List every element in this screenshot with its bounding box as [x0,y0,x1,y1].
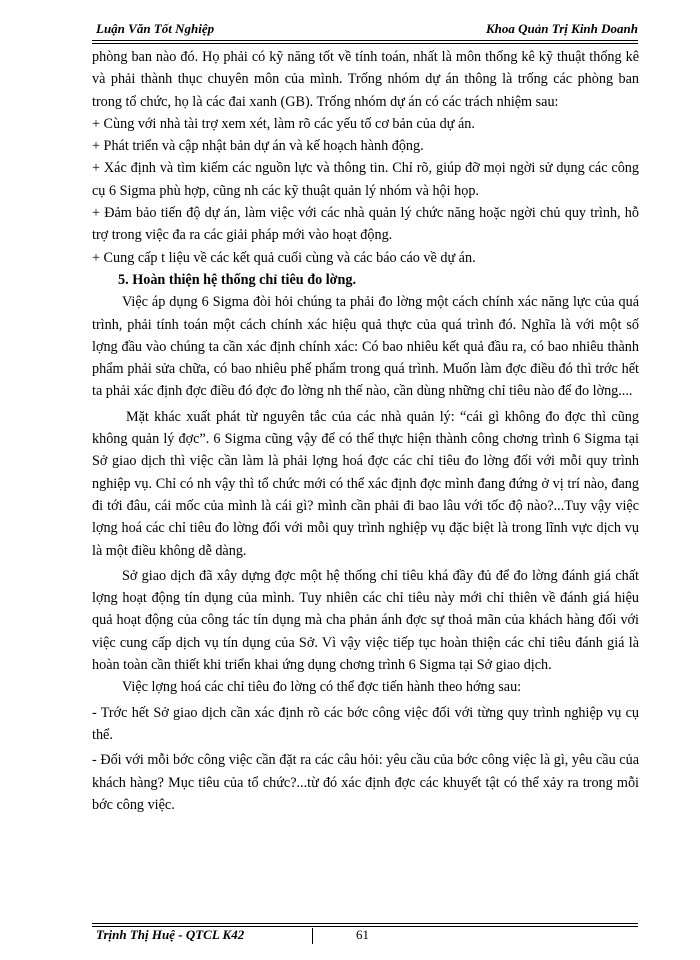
paragraph: Việc lợng hoá các chỉ tiêu đo lờng có thể đợc tiến hành theo hớng sau: [122,679,522,696]
list-item: + Cùng với nhà tài trợ xem xét, làm rõ các yếu tố cơ bản của dự án. [92,115,475,132]
header-thesis-title: Luận Văn Tốt Nghiệp [96,21,215,36]
list-item: + Đảm bảo tiến độ dự án, làm việc với các nhà quản lý chức năng hoặc ngời chủ quy trình, hỗ trợ trong việc đa ra các giải pháp mới vào hoạt động. [92,205,639,244]
page-footer [92,926,638,944]
section-heading: 5. Hoàn thiện hệ thống chỉ tiêu đo lờng. [118,271,357,288]
body-text [92,46,639,816]
header-faculty: Khoa Quản Trị Kinh Doanh [486,21,638,36]
page-number: 61 [356,927,369,942]
footer-author: Trịnh Thị Huệ - QTCL K42 [96,927,245,942]
list-item: + Cung cấp t liệu về các kết quả cuối cùng và các báo cáo về dự án. [92,249,476,266]
footer-divider [312,928,314,944]
paragraph-team-leader: phòng ban nào đó. Họ phải có kỹ năng tốt về tính toán, nhất là môn thống kê kỹ thuật thống kê và phải thành thục chuyên môn của mình. Trống nhóm dự án thông là trống các phòng ban trong tổ chức, họ là các đai xanh (GB). Trống nhóm dự án có các trách nhiệm sau: [92,49,639,110]
list-item: - Trớc hết Sở giao dịch cần xác định rõ các bớc công việc đối với từng quy trình nghiệp vụ cụ thể. [92,704,639,743]
paragraph: Sở giao dịch đã xây dựng đợc một hệ thống chỉ tiêu khá đầy đủ để đo lờng đánh giá chất lợng hoạt động tín dụng của mình. Tuy nhiên các chỉ tiêu này mới chỉ thiên về đánh giá hiệu quả hoạt động của công tác tín dụng mà cha phản ánh đợc sự thoả mãn của khách hàng đối với việc cung cấp dịch vụ tín dụng của Sở. Vì vậy việc tiếp tục hoàn thiện các chỉ tiêu đánh giá là hoàn toàn cần thiết khi triển khai ứng dụng chơng trình 6 Sigma tại Sở giao dịch. [92,567,639,674]
header-rule [92,40,638,44]
paragraph: Mặt khác xuất phát từ nguyên tắc của các nhà quản lý: “cái gì không đo đợc thì cũng không quản lý đợc”. 6 Sigma cũng vậy để có thể thực hiện thành công chơng trình 6 Sigma tại Sở giao dịch thì việc cần làm là phải lợng hoá đợc các chỉ tiêu đo lờng đối với mỗi quy trình nghiệp vụ. Chỉ có nh vậy thì tổ chức mới có thể xác định đợc mình đang đứng ở vị trí nào, đang đi tới đâu, cái mốc của mình là cái gì? mình cần phải đi bao lâu với tốc độ nào?...Tuy vậy việc lợng hoá các chỉ tiêu đo lờng đối với mỗi quy trình nghiệp vụ đặc biệt là trong lĩnh vực dịch vụ là một điều không dễ dàng. [92,408,639,559]
paragraph: Việc áp dụng 6 Sigma đòi hỏi chúng ta phải đo lờng một cách chính xác năng lực của quá trình, phải tính toán một cách chính xác hiệu quả thực của quá trình đó. Nghĩa là với một số lợng đầu vào chúng ta cần xác định chính xác: Có bao nhiêu kết quả đầu ra, có bao nhiêu thành phẩm phải sửa chữa, có bao nhiêu phế phẩm trong quá trình. Muốn làm đợc điều đó thì trớc hết ta phải xác định đợc điều đó đợc đo lờng nh thế nào, cần dùng những chỉ tiêu nào để đo lờng.... [92,294,639,400]
list-item: - Đối với mỗi bớc công việc cần đặt ra các câu hỏi: yêu cầu của bớc công việc là gì, yêu cầu của khách hàng? Mục tiêu của tổ chức?...từ đó xác định đợc các khuyết tật có thể xảy ra trong mỗi bớc công việc. [92,752,639,813]
page-header [92,20,638,38]
list-item: + Phát triển và cập nhật bản dự án và kế hoạch hành động. [92,138,424,155]
list-item: + Xác định và tìm kiếm các nguồn lực và thông tin. Chỉ rõ, giúp đỡ mọi ngời sử dụng các công cụ 6 Sigma phù hợp, cũng nh các kỹ thuật quản lý nhóm và hội họp. [92,160,639,199]
